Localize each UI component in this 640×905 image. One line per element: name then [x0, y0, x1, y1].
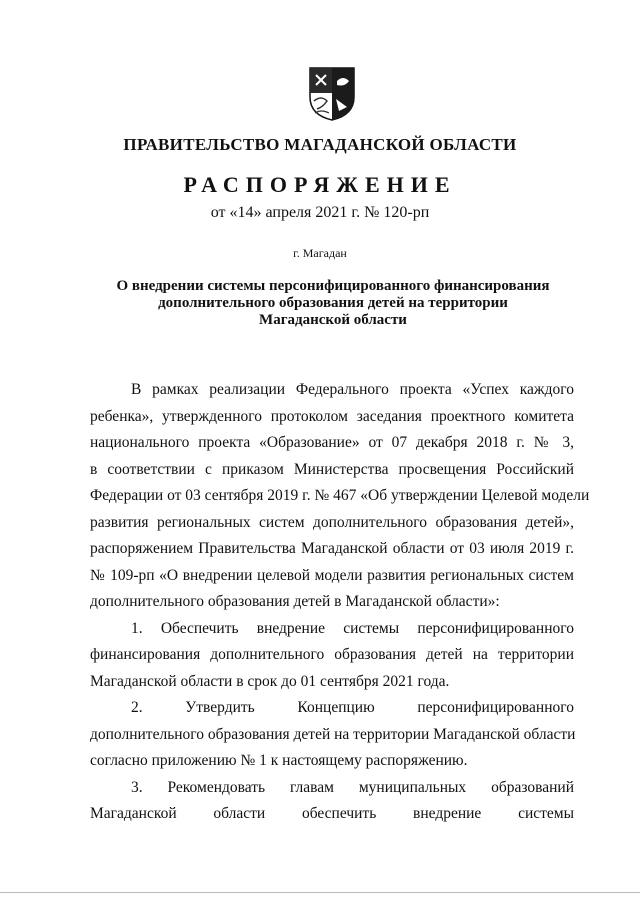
list-item — [90, 775, 574, 828]
text-line: в соответствии с приказом Министерства просвещения Российский — [90, 460, 574, 478]
coat-of-arms-icon — [309, 67, 355, 121]
text-line: 3. Рекомендовать главам муниципальных образований — [90, 775, 574, 802]
text-line: согласно приложению № 1 к настоящему распоряжению. — [90, 752, 468, 769]
text-line: Федерации от 03 сентября 2019 г. № 467 «Об утверждении Целевой модели — [90, 487, 590, 504]
text-line: В рамках реализации Федерального проекта «Успех каждого — [131, 381, 574, 398]
list-item — [90, 616, 574, 696]
text-line: ребенка», утвержденного протоколом заседания проектного комитета — [90, 407, 574, 425]
item-number: 2. — [131, 699, 143, 716]
document-city: г. Магадан — [293, 246, 347, 260]
text-line: 1. Обеспечить внедрение системы персонифицированного — [90, 616, 574, 643]
text-line: дополнительного образования детей в Магаданской области»: — [90, 593, 500, 610]
text-line: дополнительного образования детей на территории Магаданской области — [90, 725, 576, 743]
government-title: ПРАВИТЕЛЬСТВО МАГАДАНСКОЙ ОБЛАСТИ — [123, 135, 517, 154]
text-line: развития региональных систем дополнительного образования детей», — [90, 513, 574, 531]
text-line: Магаданской области в срок до 01 сентября 2021 года. — [90, 672, 450, 690]
text-line: Магаданской области обеспечить внедрение системы — [90, 805, 574, 822]
subject-line: Магаданской области — [259, 312, 407, 328]
preamble-paragraph — [90, 377, 590, 616]
list-item — [90, 695, 574, 775]
document-subject — [90, 278, 576, 329]
document-body — [90, 377, 590, 828]
page-edge-divider — [0, 892, 640, 893]
text-line: 2. Утвердить Концепцию персонифицированного — [90, 695, 574, 722]
document-type: РАСПОРЯЖЕНИЕ — [183, 172, 457, 197]
text-line: № 109-рп «О внедрении целевой модели развития региональных систем — [90, 566, 574, 584]
subject-line: О внедрении системы персонифицированного финансирования — [116, 278, 550, 294]
subject-line: дополнительного образования детей на территории — [158, 295, 508, 311]
document-date-number: от «14» апреля 2021 г. № 120-рп — [210, 204, 430, 221]
item-number: 1. — [131, 619, 143, 637]
text-line: распоряжением Правительства Магаданской области от 03 июля 2019 г. — [90, 540, 574, 557]
text-line: финансирования дополнительного образования детей на территории — [90, 646, 574, 663]
item-number: 3. — [131, 778, 143, 796]
text-line: национального проекта «Образование» от 07 декабря 2018 г. № 3, — [90, 434, 574, 451]
